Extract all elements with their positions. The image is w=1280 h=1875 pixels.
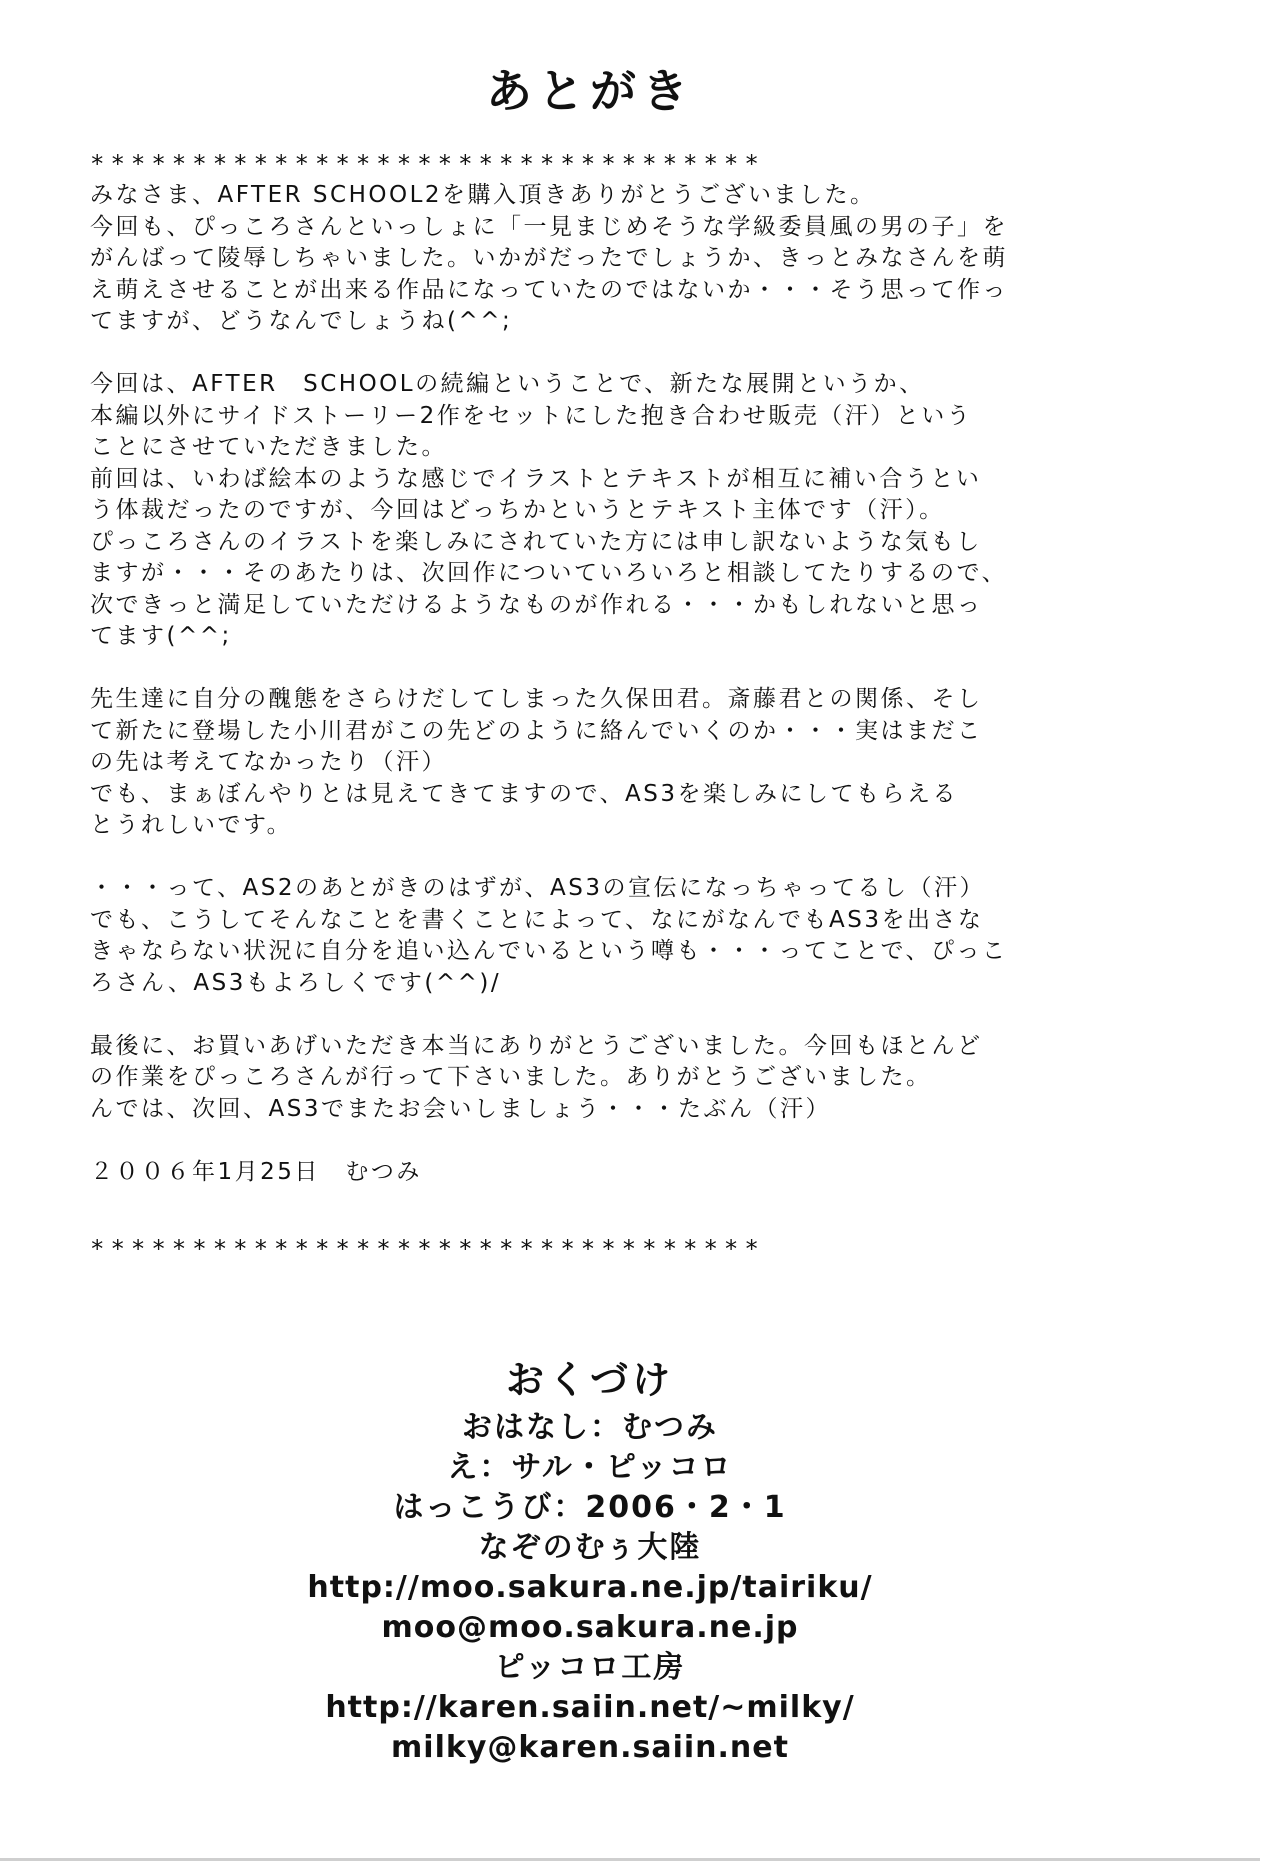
page-title: あとがき: [486, 64, 694, 118]
text-line: の作業をぴっころさんが行って下さいました。ありがとうございました。: [90, 1064, 932, 1090]
text-line: がんばって陵辱しちゃいました。いかがだったでしょうか、きっとみなさんを萌: [90, 245, 1008, 271]
text-line: 今回は、AFTER SCHOOLの続編ということで、新たな展開というか、: [90, 371, 925, 397]
art-credit: え：サル・ピッコロ: [447, 1450, 733, 1485]
colophon-heading: おくづけ: [505, 1358, 674, 1402]
text-line: てますが、どうなんでしょうね(^^;: [90, 308, 513, 334]
circle-email-1: moo@moo.sakura.ne.jp: [381, 1610, 799, 1645]
text-line: 本編以外にサイドストーリー2作をセットにした抱き合わせ販売（汗）という: [90, 402, 973, 429]
text-line: んでは、次回、AS3でまたお会いしましょう・・・たぶん（汗）: [90, 1095, 831, 1122]
page-edge-rule: [0, 1858, 1260, 1861]
text-line: ・・・って、AS2のあとがきのはずが、AS3の宣伝になっちゃってるし（汗）: [90, 875, 985, 901]
text-line: ことにさせていただきました。: [90, 434, 447, 460]
circle-name-2: ピッコロ工房: [494, 1650, 686, 1685]
circle-url-1: http://moo.sakura.ne.jp/tairiku/: [307, 1570, 873, 1605]
text-line: て新たに登場した小川君がこの先どのように絡んでいくのか・・・実はまだこ: [90, 717, 983, 744]
text-line: ろさん、AS3もよろしくです(^^)/: [90, 969, 502, 996]
text-line: とうれしいです。: [90, 812, 293, 838]
separator-bottom: *********************************: [90, 1235, 765, 1263]
text-line: 次できっと満足していただけるようなものが作れる・・・かもしれないと思っ: [90, 591, 983, 618]
circle-email-2: milky@karen.saiin.net: [391, 1730, 789, 1765]
afterword-body: [90, 180, 1080, 1188]
colophon: [0, 1352, 1180, 1768]
circle-name-1: なぞのむぅ大陸: [478, 1530, 702, 1565]
paragraph: [90, 684, 1080, 842]
separator-top: *********************************: [90, 150, 765, 178]
text-line: でも、まぁぼんやりとは見えてきてますので、AS3を楽しみにしてもらえる: [90, 780, 959, 807]
text-line: う体裁だったのですが、今回はどっちかというとテキスト主体です（汗）。: [90, 497, 945, 523]
text-line: きゃならない状況に自分を追い込んでいるという噂も・・・ってことで、ぴっこ: [90, 938, 1008, 964]
text-line: の先は考えてなかったり（汗）: [90, 749, 447, 775]
text-line: え萌えさせることが出来る作品になっていたのではないか・・・そう思って作っ: [90, 276, 1008, 303]
paragraph: [90, 1031, 1080, 1126]
date-signature: ２００６年1月25日 むつみ: [90, 1158, 422, 1185]
text-line: てます(^^;: [90, 623, 232, 649]
text-line: 最後に、お買いあげいただき本当にありがとうございました。今回もほとんど: [90, 1032, 983, 1059]
text-line: でも、こうしてそんなことを書くことによって、なにがなんでもAS3を出さな: [90, 906, 984, 933]
circle-url-2: http://karen.saiin.net/~milky/: [325, 1690, 855, 1725]
paragraph: [90, 873, 1080, 999]
text-line: 今回も、ぴっころさんといっしょに「一見まじめそうな学級委員風の男の子」を: [90, 213, 1008, 240]
paragraph: [90, 180, 1080, 338]
text-line: みなさま、AFTER SCHOOL2を購入頂きありがとうございました。: [90, 182, 876, 208]
text-line: ぴっころさんのイラストを楽しみにされていた方には申し訳ないような気もし: [90, 528, 982, 555]
text-line: ますが・・・そのあたりは、次回作についていろいろと相談してたりするので、: [90, 560, 1008, 586]
story-credit: おはなし：むつみ: [462, 1410, 718, 1445]
text-line: 先生達に自分の醜態をさらけだしてしまった久保田君。斎藤君との関係、そし: [90, 686, 983, 712]
text-line: 前回は、いわば絵本のような感じでイラストとテキストが相互に補い合うとい: [90, 465, 982, 492]
paragraph: [90, 369, 1080, 653]
publish-date: はっこうび：2006・2・1: [393, 1490, 787, 1525]
